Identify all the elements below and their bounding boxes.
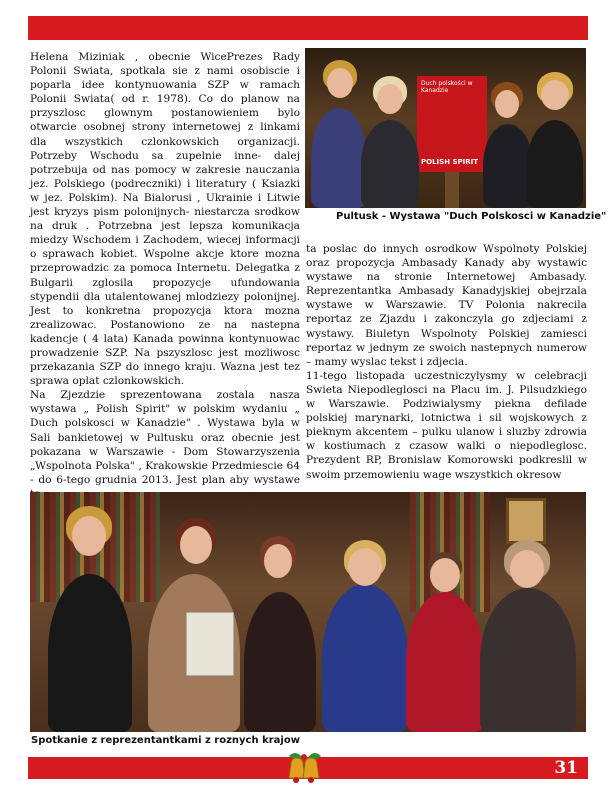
person-face [377, 84, 403, 114]
person-face [495, 90, 519, 118]
article-left-column [30, 50, 300, 501]
photo-caption: Pultusk - Wystawa "Duch Polskosci w Kanadzie" [336, 211, 607, 222]
person [361, 120, 419, 208]
person-face [510, 550, 544, 588]
person-face [430, 558, 460, 592]
person [480, 588, 576, 732]
person [322, 584, 408, 732]
person-face [72, 516, 106, 556]
poster-title: Duch polskości w Kanadzie [421, 80, 473, 94]
person-face [264, 544, 292, 578]
article-paragraph: ta poslac do innych osrodkow Wspolnoty Polskiej oraz propozycja Ambasady Kanady aby wystawic wystawe na stronie Internetowej Ambasady. Reprezentantka Ambasady Kanadyjskiej obejrzala wystawe w Warszawie. TV Polonia nakrecila reportaz ze Zjazdu i zakonczyla go zdjeciami z wystawy. Biuletyn Wspolnoty Polskiej zamiesci reportaz w jednym ze swoich nastepnych numerow – mamy wyslac tekst i zdjecia. [306, 243, 587, 368]
person [483, 124, 533, 208]
poster-subtitle: POLISH SPIRIT [421, 158, 479, 166]
header-bar [28, 16, 588, 40]
christmas-bells-icon [281, 748, 327, 788]
person-face [541, 80, 569, 110]
photo-caption: Spotkanie z reprezentantkami z roznych krajow [31, 735, 300, 746]
framed-picture [506, 498, 546, 544]
person [244, 592, 316, 732]
person [48, 574, 132, 732]
person-face [348, 548, 382, 586]
article-paragraph: Helena Miziniak , obecnie WicePrezes Rady Polonii Swiata, spotkala sie z nami osobiscie i poparla idee kontynuowania SZP w ramach Polonii Swiata( od r. 1978). Co do planow na przyszlosc glownym postanowieniem bylo otwarcie osobnej strony internetowej z linkami dla wszystkich czlonkowskich organizacji. Potrzeby Wschodu sa zupelnie inne- dalej potrzebuja od nas pomocy w zakresie nauczania jez. Polskiego (podreczniki) i literatury ( Ksiazki w jez. Polskim). Na Bialorusi , Ukrainie i Litwie jest kryzys pism polonijnych- niestarcza srodkow na druk . Potrzebna jest lepsza komunikacja miedzy Wschodem i Zachodem, wiecej informacji o sprawach kobiet. Wspolne akcje ktore mozna przeprowadzic za pomoca Internetu. Delegatka z Bulgarii zglosila propozycje ufundowania stypendii dla utalentowanej mlodziezy polonijnej. Jest to konkretna propozycja ktora mozna zrealizowac. Postanowiono ze na nastepna kadencje ( 4 lata) Kanada powinna kontynuowac prowadzenie SZP. Na pszyszlosc jest mozliwosc przekazania SZP do innego kraju. Wazna jest tez sprawa oplat czlonkowskich. [30, 51, 300, 388]
person-face [327, 68, 353, 98]
person-face [180, 526, 212, 564]
photo-group-meeting [30, 492, 586, 732]
booklet [186, 612, 234, 676]
photo-pultusk-exhibition [305, 48, 586, 208]
article-paragraph: 11-tego listopada uczestniczylysmy w celebracji Swieta Niepodleglosci na Placu im. J. Pilsudzkiego w Warszawie. Podziwialysmy piekna defilade polskiej marynarki, lotnictwa i sil wojskowych z pieknym akcentem – pulku ulanow i sluzby zdrowia w kostiumach z czasow walki o niepodleglosc. Prezydent RP, Bronislaw Komorowski podkreslil w swoim przemowieniu wage wszystkich okresow [306, 369, 587, 481]
article-paragraph: Na Zjezdzie sprezentowana zostala nasza wystawa „ Polish Spirit" w polskim wydaniu „ Duch polskosci w Kanadzie" . Wystawa byla w Sali bankietowej w Pultusku oraz obecnie jest pokazana w Warszawie - Dom Stowarzyszenia „Wspolnota Polska" , Krakowskie Przedmiescie 64 - do 6-tego grudnia 2013. Jest plan aby wystawe [30, 389, 300, 486]
person [527, 120, 583, 208]
person [311, 108, 367, 208]
exhibition-poster [417, 76, 487, 172]
easel-stand [445, 172, 459, 208]
article-right-column [306, 242, 587, 482]
person [406, 592, 484, 732]
page-number: 31 [554, 758, 578, 778]
